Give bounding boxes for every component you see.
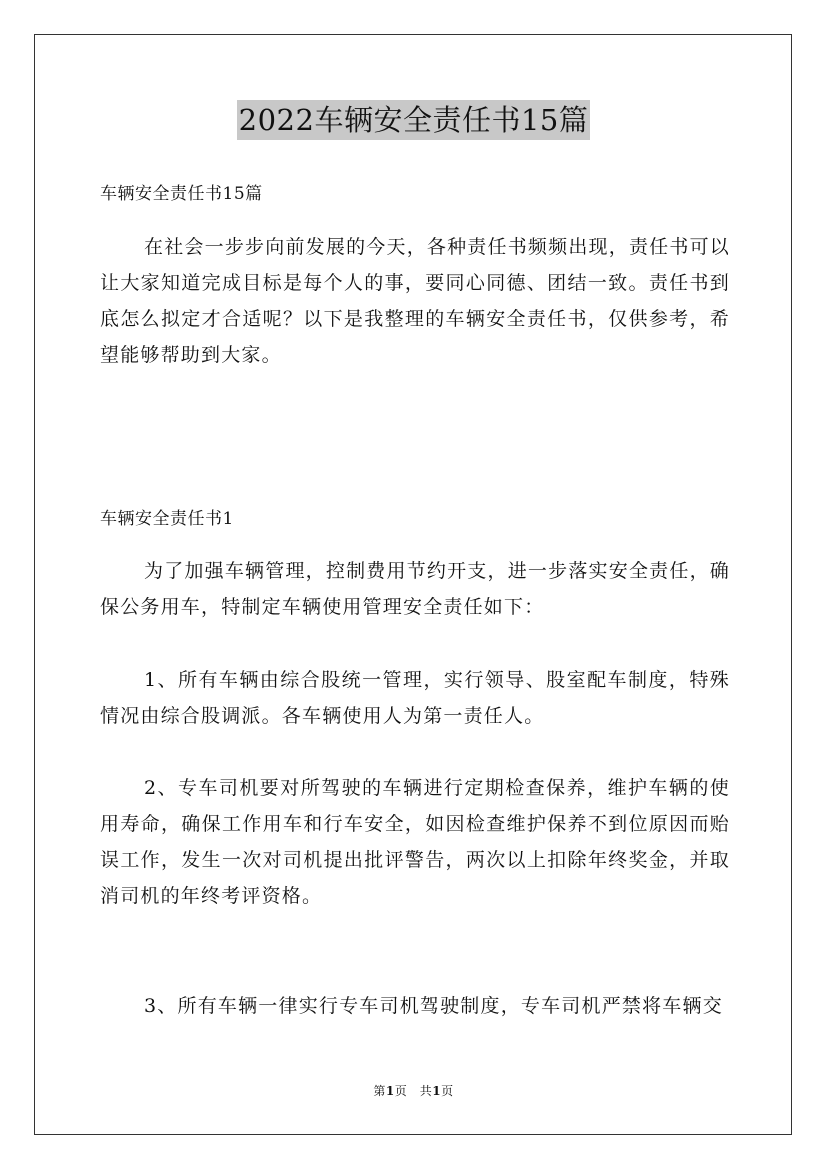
document-subtitle: 车辆安全责任书15篇 (100, 184, 263, 204)
footer-mid: 页 共 (394, 1084, 433, 1098)
footer-total-pages: 1 (432, 1084, 442, 1098)
paragraph-1: 为了加强车辆管理，控制费用节约开支，进一步落实安全责任，确保公务用车，特制定车辆使用管理安全责任如下： (100, 560, 730, 618)
paragraph-3: 2、专车司机要对所驾驶的车辆进行定期检查保养，维护车辆的使用寿命，确保工作用车和行车安全，如因检查维护保养不到位原因而贻误工作，发生一次对司机提出批评警告，两次以上扣除年终奖金，并取消司机的年终考评资格。 (100, 777, 730, 907)
section-heading-1: 车辆安全责任书1 (100, 509, 234, 529)
footer-current-page: 1 (385, 1084, 395, 1098)
footer-suffix: 页 (441, 1084, 454, 1098)
page-footer (0, 1082, 827, 1099)
footer-prefix: 第 (373, 1084, 386, 1098)
paragraph-4: 3、所有车辆一律实行专车司机驾驶制度，专车司机严禁将车辆交 (144, 995, 723, 1017)
paragraph-2: 1、所有车辆由综合股统一管理，实行领导、股室配车制度，特殊情况由综合股调派。各车辆使用人为第一责任人。 (100, 669, 730, 727)
document-title: 2022车辆安全责任书15篇 (237, 100, 591, 140)
title-container (0, 100, 827, 140)
intro-paragraph: 在社会一步步向前发展的今天，各种责任书频频出现，责任书可以让大家知道完成目标是每个人的事，要同心同德、团结一致。责任书到底怎么拟定才合适呢？以下是我整理的车辆安全责任书，仅供参考，希望能够帮助到大家。 (100, 236, 730, 366)
